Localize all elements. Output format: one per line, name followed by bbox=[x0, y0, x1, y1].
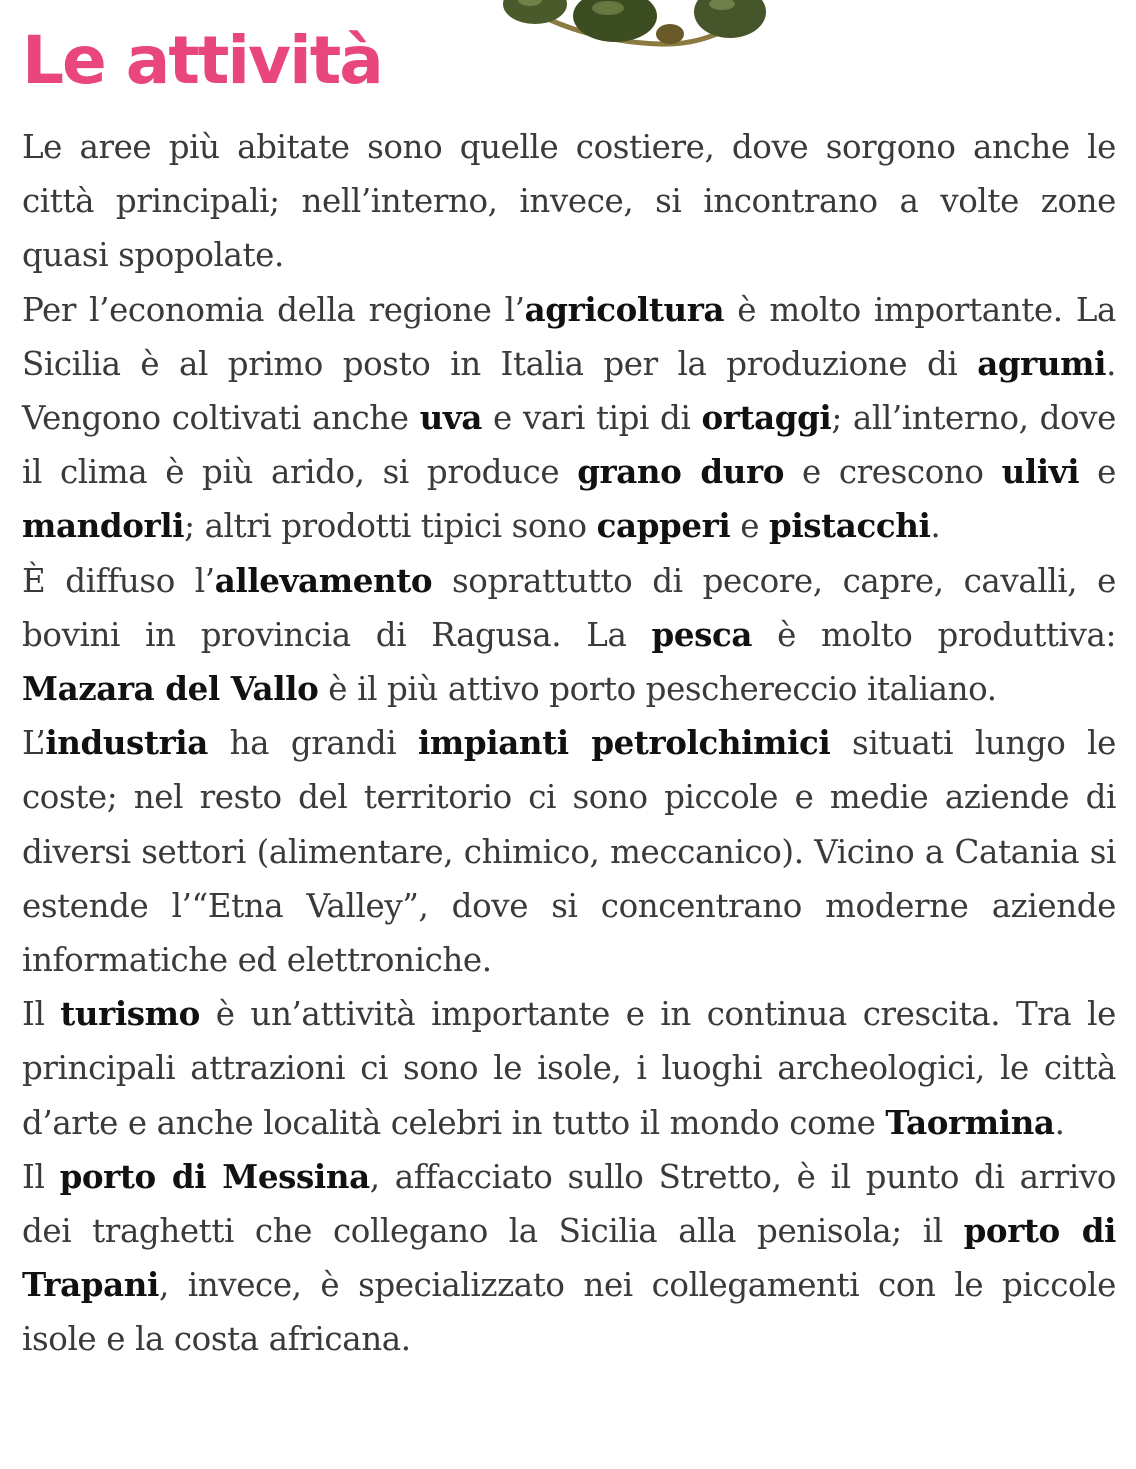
text-run: , affacciato sullo Stretto, è il punto di arrivo dei traghetti che collegano la Sicilia alla penisola; il bbox=[22, 1157, 1116, 1251]
bold-term: ulivi bbox=[1001, 452, 1080, 492]
text-run: È diffuso l’ bbox=[22, 561, 215, 600]
text-run: e bbox=[730, 507, 770, 546]
text-run: e crescono bbox=[783, 453, 1002, 492]
text-run: è molto produttiva: bbox=[752, 615, 1116, 654]
text-run: . Vengono coltivati anche bbox=[22, 344, 1116, 438]
page-title: Le attività bbox=[22, 22, 382, 99]
bold-term: agricoltura bbox=[524, 289, 725, 329]
text-run: ; all’interno, dove il clima è più arido, si produce bbox=[22, 399, 1116, 492]
bold-term: grano duro bbox=[577, 452, 784, 492]
bold-term: turismo bbox=[60, 994, 200, 1034]
bold-term: allevamento bbox=[214, 560, 433, 600]
bold-term: porto di Messina bbox=[59, 1156, 370, 1196]
bold-term: uva bbox=[419, 398, 483, 438]
bold-term: mandorli bbox=[22, 506, 185, 546]
text-run: situati lungo le coste; nel resto del territorio ci sono piccole e medie aziende di diversi settori (alimentare, chimico, meccanico). Vicino a Catania si estende l’“Etna Valley”, dove si concentrano moderne aziende informatiche ed elettroniche. bbox=[22, 724, 1117, 980]
text-run: soprattutto di pecore, capre, cavalli, e bovini in provincia di Ragusa. La bbox=[22, 561, 1116, 654]
text-run: Il bbox=[22, 995, 61, 1034]
bold-term: Taormina bbox=[885, 1102, 1055, 1142]
bold-term: impianti petrolchimici bbox=[417, 723, 831, 763]
body-text bbox=[22, 120, 1116, 1367]
text-run: L’ bbox=[22, 724, 46, 763]
text-run: Le aree più abitate sono quelle costiere, dove sorgono anche le città principali; nell’interno, invece, si incontrano a volte zone quasi spopolate. bbox=[22, 128, 1116, 275]
text-run: è molto importante. La Sicilia è al primo posto in Italia per la produzione di bbox=[22, 290, 1116, 383]
text-run: è il più attivo porto peschereccio italiano. bbox=[318, 670, 997, 709]
paragraph bbox=[22, 283, 1116, 554]
paragraph bbox=[22, 716, 1116, 987]
text-run: e bbox=[1079, 453, 1117, 492]
text-run: Il bbox=[22, 1157, 60, 1196]
bold-term: capperi bbox=[596, 506, 731, 546]
bold-term: industria bbox=[45, 723, 208, 763]
bold-term: pistacchi bbox=[769, 506, 931, 546]
text-run: . bbox=[1054, 1103, 1065, 1142]
bold-term: pesca bbox=[651, 614, 753, 654]
text-run: . bbox=[930, 507, 941, 546]
paragraph bbox=[22, 554, 1116, 717]
capers-image bbox=[490, 0, 790, 64]
text-run: e vari tipi di bbox=[482, 399, 702, 438]
bold-term: porto di Trapani bbox=[22, 1211, 1116, 1305]
text-run: , invece, è specializzato nei collegamenti con le piccole isole e la costa africana. bbox=[22, 1266, 1116, 1359]
paragraph bbox=[22, 120, 1116, 283]
bold-term: Mazara del Vallo bbox=[22, 669, 319, 709]
bold-term: ortaggi bbox=[701, 398, 832, 438]
text-run: ; altri prodotti tipici sono bbox=[184, 507, 597, 546]
bold-term: agrumi bbox=[977, 343, 1107, 383]
text-run: Per l’economia della regione l’ bbox=[22, 290, 525, 329]
paragraph bbox=[22, 987, 1116, 1150]
text-run: è un’attività importante e in continua crescita. Tra le principali attrazioni ci sono le isole, i luoghi archeologici, le città d’arte e anche località celebri in tutto il mondo come bbox=[22, 995, 1116, 1142]
paragraph bbox=[22, 1150, 1116, 1367]
text-run: ha grandi bbox=[207, 724, 418, 763]
